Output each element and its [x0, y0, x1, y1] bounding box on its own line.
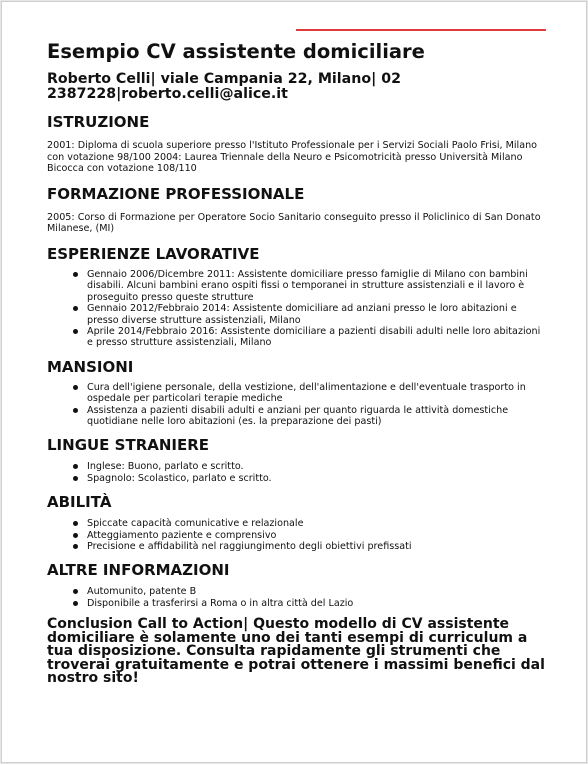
list-item-text: Automunito, patente B: [87, 586, 197, 598]
list-item-text: Gennaio 2006/Dicembre 2011: Assistente domiciliare presso famiglie di Milano con bambini disabili. Alcuni bambini erano ospiti fissi o temporanei in strutture assistenziali e il lavoro è proseguito presso queste strutture: [87, 268, 528, 303]
bullet-icon: [73, 589, 78, 594]
bullet-icon: [73, 521, 78, 526]
section-text: 2005: Corso di Formazione per Operatore Socio Sanitario conseguito presso il Policlinico di San Donato Milanese, (MI): [47, 211, 541, 235]
section-abilita: [47, 493, 547, 552]
section-title: LINGUE STRANIERE: [47, 436, 210, 455]
section-title: FORMAZIONE PROFESSIONALE: [47, 184, 305, 203]
list-item: [47, 598, 547, 609]
accent-rule: [296, 29, 546, 31]
list-item: [47, 530, 547, 541]
list-item-text: Spagnolo: Scolastico, parlato e scritto.: [87, 472, 272, 484]
bullet-list: [47, 518, 547, 552]
section-title: ALTRE INFORMAZIONI: [47, 561, 230, 580]
section-mansioni: [47, 358, 547, 428]
page-title: Esempio CV assistente domiciliare: [47, 40, 425, 63]
cv-content: [47, 39, 547, 686]
list-item: [47, 461, 547, 472]
list-item: [47, 541, 547, 552]
list-item-text: Disponibile a trasferirsi a Roma o in altra città del Lazio: [87, 597, 354, 609]
section-title: MANSIONI: [47, 357, 134, 376]
bullet-icon: [73, 306, 78, 311]
list-item-text: Aprile 2014/Febbraio 2016: Assistente domiciliare a pazienti disabili adulti nelle loro abitazioni e presso strutture assistenziali, Milano: [87, 326, 541, 349]
section-lingue: [47, 436, 547, 484]
section-formazione: [47, 185, 547, 235]
list-item-text: Inglese: Buono, parlato e scritto.: [87, 461, 244, 473]
bullet-list: [47, 461, 547, 484]
call-to-action-text: Conclusion Call to Action| Questo modello di CV assistente domiciliare è solamente uno dei tanti esempi di curriculum a tua disposizione. Consulta rapidamente gli strumenti che troverai gratuitamente e potrai ottenere i massimi benefici dal nostro sito!: [47, 616, 545, 687]
bullet-icon: [73, 464, 78, 469]
bullet-icon: [73, 272, 78, 277]
list-item: [47, 303, 547, 326]
list-item-text: Cura dell'igiene personale, della vestizione, dell'alimentazione e dell'eventuale trasporto in ospedale per particolari terapie mediche: [87, 381, 526, 405]
list-item: [47, 405, 547, 428]
list-item-text: Gennaio 2012/Febbraio 2014: Assistente domiciliare ad anziani presso le loro abitazioni e presso diverse strutture assistenziali, Milano: [87, 303, 517, 326]
section-title: ESPERIENZE LAVORATIVE: [47, 244, 260, 263]
list-item-text: Assistenza a pazienti disabili adulti e anziani per quanto riguarda le attività domestiche quotidiane nelle loro abitazioni (es. la preparazione dei pasti): [87, 404, 509, 428]
bullet-icon: [73, 544, 78, 549]
bullet-icon: [73, 601, 78, 606]
list-item-text: Atteggiamento paziente e comprensivo: [87, 529, 277, 541]
list-item: [47, 382, 547, 405]
bullet-icon: [73, 385, 78, 390]
cv-page: [1, 1, 587, 763]
list-item-text: Spiccate capacità comunicative e relazionale: [87, 518, 304, 530]
list-item-text: Precisione e affidabilità nel raggiungimento degli obiettivi prefissati: [87, 541, 412, 553]
list-item: [47, 586, 547, 597]
bullet-list: [47, 269, 547, 349]
bullet-icon: [73, 329, 78, 334]
section-esperienze: [47, 245, 547, 349]
list-item: [47, 269, 547, 303]
section-title: ISTRUZIONE: [47, 113, 150, 131]
bullet-icon: [73, 408, 78, 413]
bullet-icon: [73, 476, 78, 481]
contact-line: Roberto Celli| viale Campania 22, Milano| 02 2387228|roberto.celli@alice.it: [47, 71, 401, 102]
list-item: [47, 326, 547, 349]
section-altre-informazioni: [47, 561, 547, 609]
section-title: ABILITÀ: [47, 493, 112, 512]
list-item: [47, 518, 547, 529]
bullet-list: [47, 382, 547, 428]
list-item: [47, 473, 547, 484]
bullet-icon: [73, 533, 78, 538]
section-text: 2001: Diploma di scuola superiore presso l'Istituto Professionale per i Servizi Sociali Paolo Frisi, Milano con votazione 98/100 2004: Laurea Triennale della Neuro e Psicomotricità presso Università Milano Bicocca con votazione 108/110: [47, 140, 538, 175]
section-istruzione: [47, 113, 547, 175]
bullet-list: [47, 586, 547, 609]
